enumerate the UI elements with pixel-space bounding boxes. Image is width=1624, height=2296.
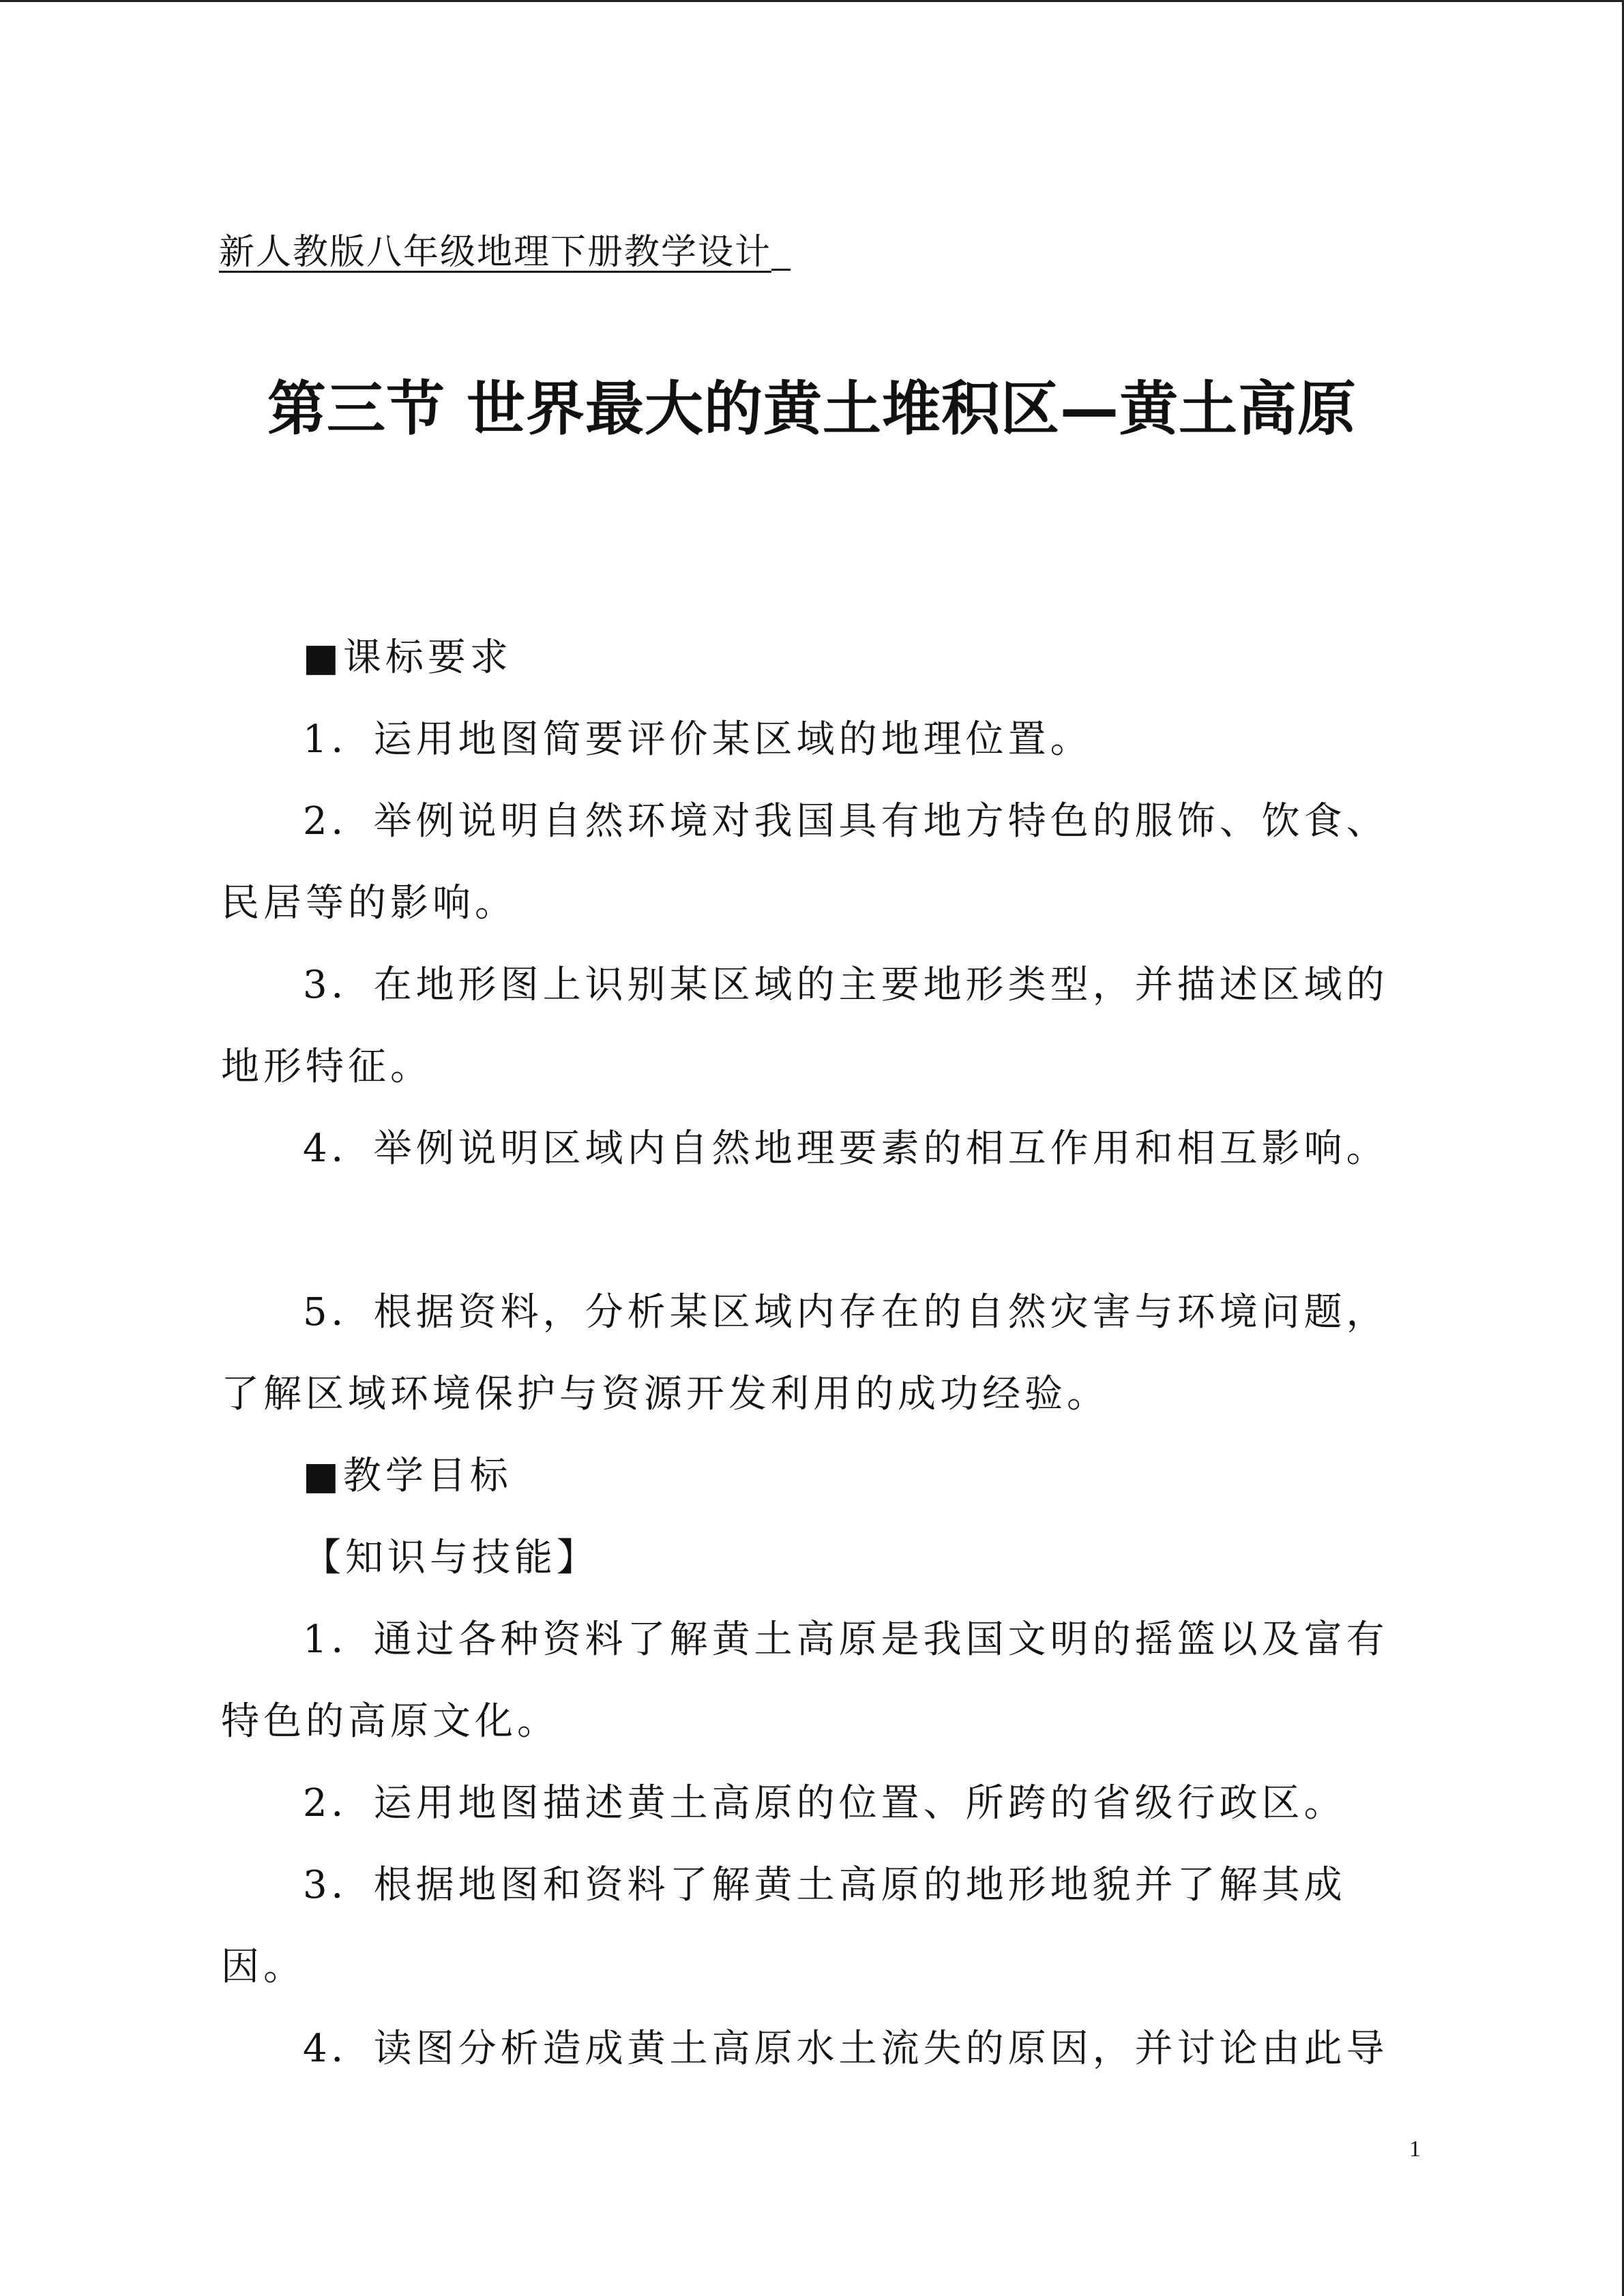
- curriculum-item: 5．根据资料，分析某区域内存在的自然灾害与环境问题，: [303, 1290, 1389, 1335]
- page-number: 1: [1409, 2136, 1421, 2162]
- document-header: 新人教版八年级地理下册教学设计: [219, 225, 791, 280]
- objective-item-continuation: 因。: [221, 1945, 306, 1989]
- objective-item-continuation: 特色的高原文化。: [221, 1699, 559, 1744]
- curriculum-item: 3．在地形图上识别某区域的主要地形类型，并描述区域的: [303, 963, 1389, 1007]
- curriculum-item: 4．举例说明区域内自然地理要素的相互作用和相互影响。: [303, 1127, 1389, 1171]
- objective-item: 2．运用地图描述黄土高原的位置、所跨的省级行政区。: [303, 1781, 1346, 1825]
- objective-item: 3．根据地图和资料了解黄土高原的地形地貌并了解其成: [303, 1863, 1346, 1907]
- section-heading-curriculum: ■课标要求: [303, 636, 512, 680]
- document-title: 第三节 世界最大的黄土堆积区—黄土高原: [267, 375, 1357, 443]
- curriculum-item-continuation: 民居等的影响。: [221, 881, 517, 925]
- curriculum-item: 1．运用地图简要评价某区域的地理位置。: [303, 717, 1093, 762]
- subsection-heading-knowledge: 【知识与技能】: [303, 1536, 599, 1580]
- section-heading-objectives: ■教学目标: [303, 1454, 512, 1498]
- curriculum-item: 2．举例说明自然环境对我国具有地方特色的服饰、饮食、: [303, 799, 1389, 844]
- objective-item: 1．通过各种资料了解黄土高原是我国文明的摇篮以及富有: [303, 1617, 1389, 1662]
- curriculum-item-continuation: 地形特征。: [221, 1045, 432, 1089]
- curriculum-item-continuation: 了解区域环境保护与资源开发利用的成功经验。: [221, 1372, 1109, 1416]
- objective-item: 4．读图分析造成黄土高原水土流失的原因，并讨论由此导: [303, 2027, 1389, 2071]
